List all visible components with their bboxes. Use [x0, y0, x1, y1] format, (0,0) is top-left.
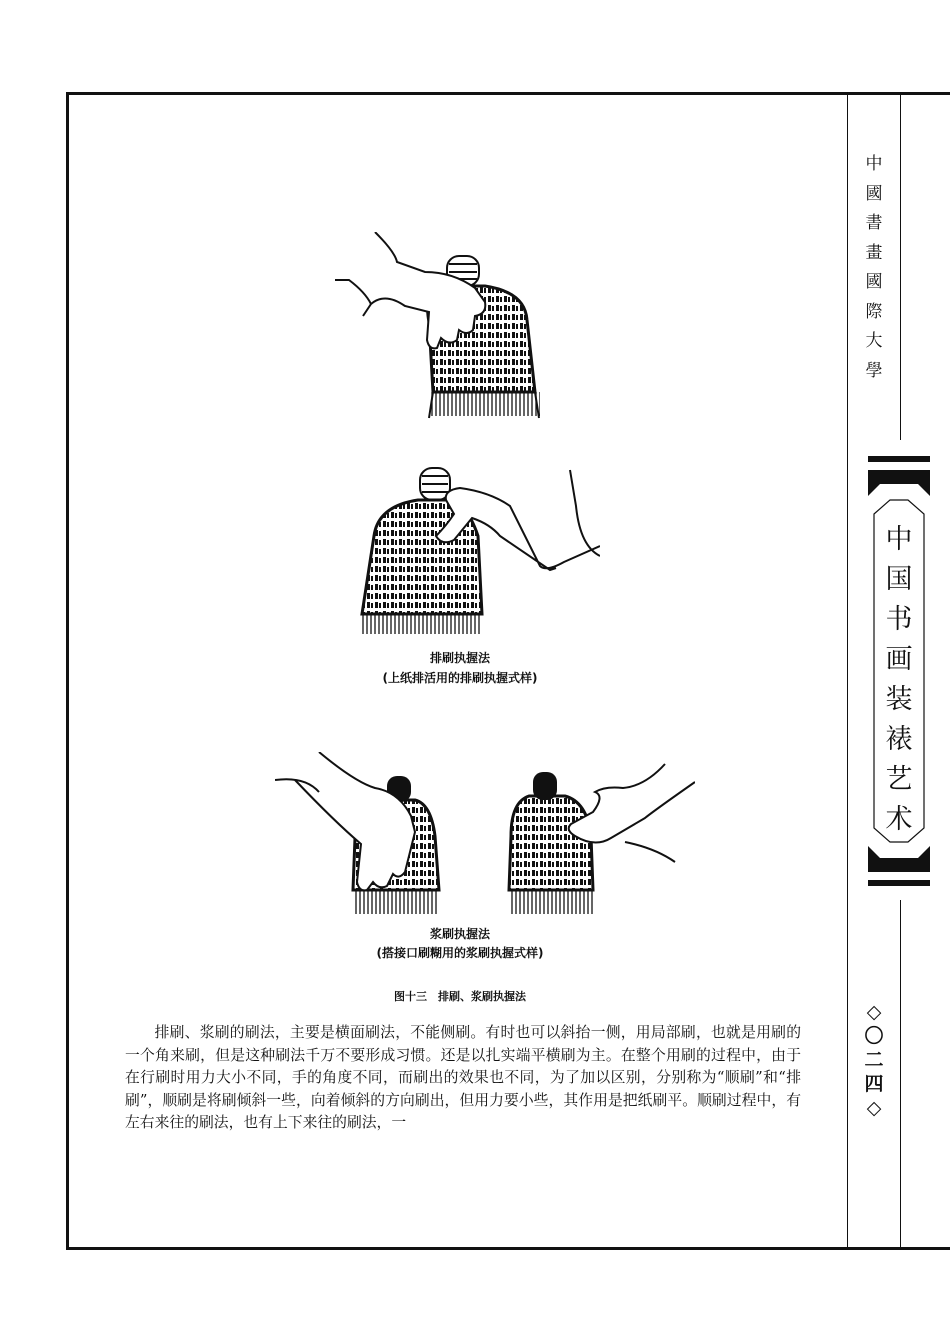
row-brush-subcaption: (上纸排活用的排刷执握式样) — [382, 671, 538, 685]
row-brush-grip-illustration-bottom — [350, 466, 600, 636]
paste-brush-grip-illustration — [275, 752, 695, 920]
sidebar-rule-right-lower — [900, 900, 901, 1247]
row-brush-grip-illustration-top — [335, 232, 545, 422]
paste-brush-subcaption: (搭接口刷糊用的浆刷执握式样) — [376, 946, 544, 960]
figure-title: 图十三 排刷、浆刷执握法 — [394, 990, 526, 1003]
series-title: 中 國 書 畫 國 際 大 學 — [865, 154, 883, 381]
book-title: 中 国 书 画 装 裱 艺 术 — [885, 524, 913, 835]
body-paragraph: 排刷、浆刷的刷法，主要是横面刷法，不能侧刷。有时也可以斜抬一侧，用局部刷，也就是用刷的一个角来刷，但是这种刷法千万不要形成习惯。还是以扎实端平横刷为主。在整个用刷的过程中，由于在行刷时用力大小不同，手的角度不同，而刷出的效果也不同，为了加以区别，分别称为“顺刷”和“排刷”，顺刷是将刷倾斜一些，向着倾斜的方向刷出，但用力要小些，其作用是把纸刷平。顺刷过程中，有左右来往的刷法，也有上下来往的刷法，一 — [125, 1024, 801, 1132]
paste-brush-caption: 浆刷执握法 — [429, 927, 490, 941]
row-brush-caption: 排刷执握法 — [429, 651, 490, 665]
sidebar-rule-right — [900, 95, 901, 440]
page-number: ◇ 〇 二 四 ◇ — [864, 1001, 884, 1119]
